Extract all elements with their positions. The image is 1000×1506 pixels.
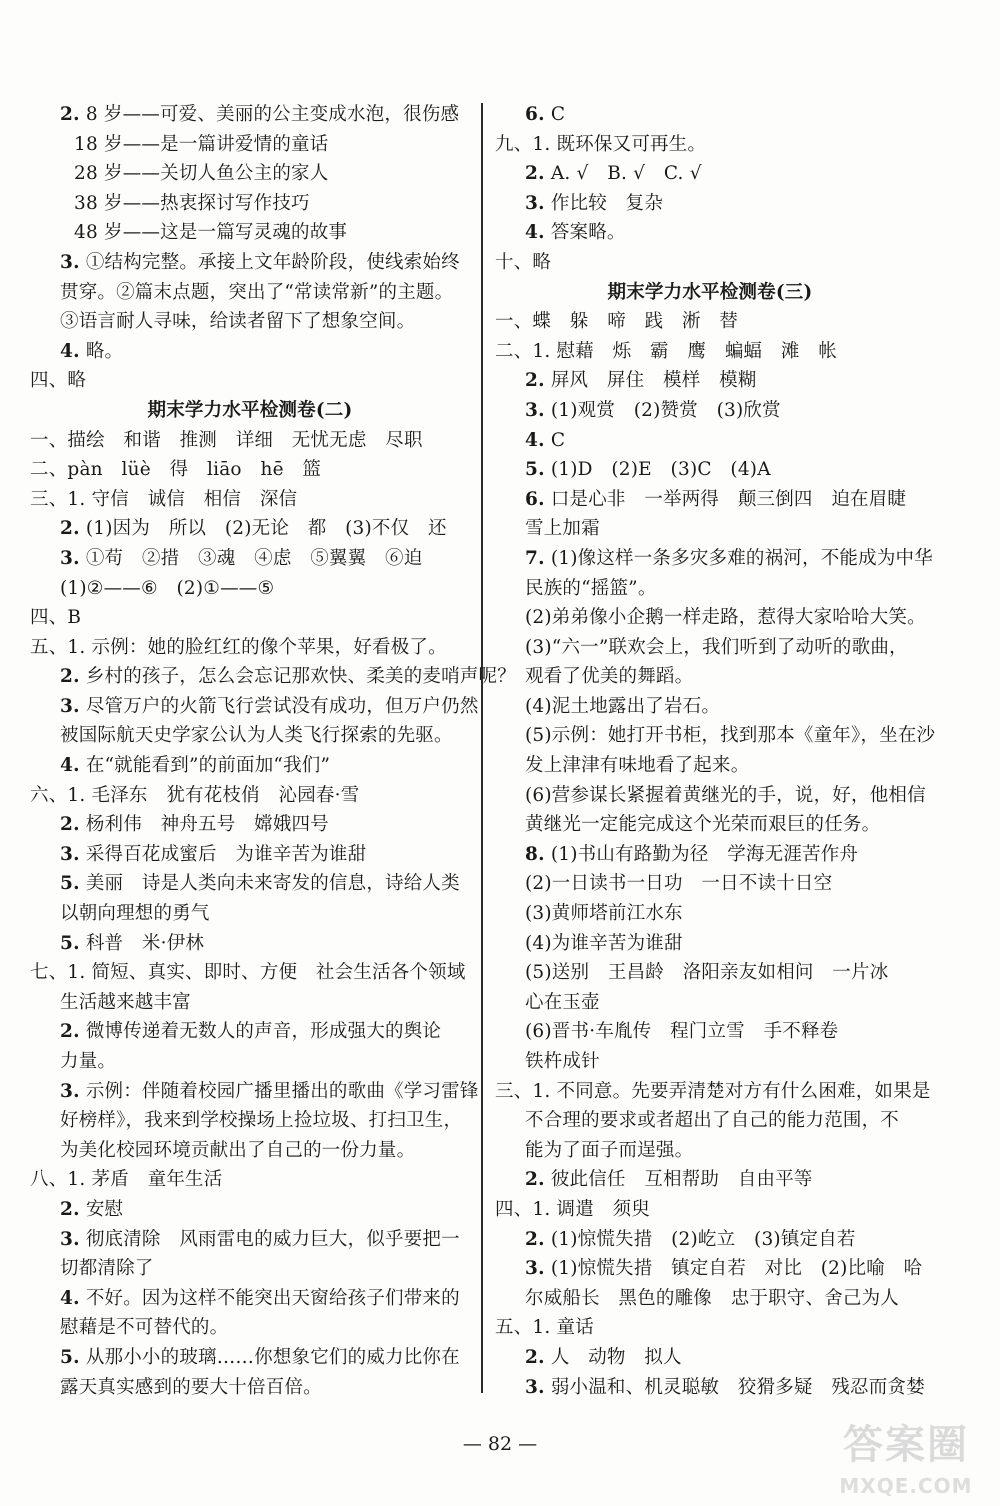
answer-line bbox=[30, 130, 470, 160]
answer-line bbox=[495, 544, 933, 574]
line-text: 能为了面子而逞强。 bbox=[525, 1139, 694, 1161]
line-text: 示例：伴随着校园广播里播出的歌曲《学习雷锋 bbox=[85, 1080, 479, 1102]
item-number: 5. bbox=[60, 932, 80, 954]
line-text: 不合理的要求或者超出了自己的能力范围，不 bbox=[525, 1110, 900, 1132]
line-text: 民族的“摇篮”。 bbox=[525, 577, 657, 599]
answer-line bbox=[495, 337, 925, 367]
item-number: 3. bbox=[60, 251, 80, 273]
answer-line bbox=[30, 1106, 470, 1136]
line-text: 采得百花成蜜后 为谁辛苦为谁甜 bbox=[85, 843, 367, 865]
line-text: 38 岁——热衷探讨写作技巧 bbox=[74, 192, 310, 214]
answer-line bbox=[30, 248, 470, 278]
answer-line bbox=[30, 1254, 470, 1284]
answer-line bbox=[30, 1047, 470, 1077]
answer-line bbox=[495, 1373, 925, 1403]
answer-line bbox=[495, 366, 925, 396]
answer-line bbox=[30, 958, 470, 988]
line-text: 为美化校园环境贡献出了自己的一份力量。 bbox=[60, 1139, 416, 1161]
answer-line bbox=[495, 159, 925, 189]
answer-line bbox=[30, 1165, 470, 1195]
line-text: 力量。 bbox=[60, 1051, 117, 1072]
answer-line bbox=[495, 1165, 925, 1195]
line-text: 人 动物 拟人 bbox=[550, 1346, 682, 1368]
line-text: 美丽 诗是人类向未来寄发的信息，诗给人类 bbox=[85, 873, 460, 895]
answer-line bbox=[495, 1225, 925, 1255]
item-number: 2. bbox=[60, 518, 80, 540]
line-text: 18 岁——是一篇讲爱情的童话 bbox=[74, 133, 329, 155]
answer-line bbox=[30, 100, 470, 130]
answer-line bbox=[30, 485, 470, 515]
item-number: 2. bbox=[525, 163, 545, 185]
line-text: (1)D (2)E (3)C (4)A bbox=[550, 459, 771, 481]
answer-line bbox=[495, 455, 925, 485]
item-number: 3. bbox=[60, 1080, 80, 1102]
line-text: 二、pàn lüè 得 liāo hē 篮 bbox=[30, 459, 322, 481]
line-text: 在“就能看到”的前面加“我们” bbox=[85, 755, 331, 777]
line-text: ①结构完整。承接上文年龄阶段，使线索始终 bbox=[85, 251, 460, 273]
item-number: 6. bbox=[525, 104, 545, 125]
line-text: 四、B bbox=[30, 607, 82, 629]
line-text: (5)送别 王昌龄 洛阳亲友如相问 一片冰 bbox=[525, 962, 889, 984]
line-text: (2)一日读书一日功 一日不读十日空 bbox=[525, 873, 833, 895]
line-text: 二、1. 慰藉 烁 霸 鹰 蝙蝠 滩 帐 bbox=[495, 340, 838, 362]
answer-line bbox=[495, 307, 925, 337]
line-text: (6)晋书·车胤传 程门立雪 手不释卷 bbox=[525, 1021, 839, 1043]
answer-line bbox=[30, 781, 470, 811]
answer-line bbox=[30, 455, 470, 485]
item-number: 3. bbox=[60, 547, 80, 569]
line-text: 彼此信任 互相帮助 自由平等 bbox=[550, 1169, 813, 1191]
line-text: (3)黄师塔前江水东 bbox=[525, 903, 683, 925]
answer-line bbox=[495, 603, 925, 633]
line-text: 弱小温和、机灵聪敏 狡猾多疑 残忍而贪婪 bbox=[550, 1376, 925, 1398]
line-text: 期末学力水平检测卷(三) bbox=[607, 281, 813, 303]
line-text: 心在玉壶 bbox=[525, 991, 600, 1013]
line-text: (1)②——⑥ (2)①——⑤ bbox=[60, 577, 275, 599]
answer-line bbox=[495, 574, 925, 604]
item-number: 2. bbox=[60, 1198, 80, 1220]
item-number: 3. bbox=[525, 192, 545, 214]
item-number: 3. bbox=[525, 1258, 545, 1280]
column-divider bbox=[481, 103, 483, 1393]
answer-line bbox=[30, 662, 516, 692]
line-text: ③语言耐人寻味，给读者留下了想象空间。 bbox=[60, 311, 416, 333]
line-text: 48 岁——这是一篇写灵魂的故事 bbox=[74, 222, 348, 244]
line-text: 尽管万户的火箭飞行尝试没有成功，但万户仍然 bbox=[85, 695, 479, 717]
answer-line bbox=[30, 218, 470, 248]
answer-line bbox=[30, 1313, 470, 1343]
answer-line bbox=[30, 307, 470, 337]
answer-line bbox=[495, 396, 925, 426]
line-text: 彻底清除 风雨雷电的威力巨大，似乎要把一 bbox=[85, 1228, 460, 1250]
answer-line bbox=[495, 781, 925, 811]
line-text: 发上津津有味地看了起来。 bbox=[525, 755, 750, 777]
answer-line bbox=[495, 988, 925, 1018]
answer-line bbox=[495, 958, 925, 988]
answer-line bbox=[30, 1343, 470, 1373]
item-number: 3. bbox=[60, 1228, 80, 1250]
line-text: 四、略 bbox=[30, 370, 87, 392]
line-text: 屏风 屏住 模样 模糊 bbox=[550, 370, 757, 392]
answer-line bbox=[30, 189, 470, 219]
answer-line bbox=[495, 1343, 925, 1373]
answer-line bbox=[495, 1254, 925, 1284]
section-title bbox=[30, 396, 470, 426]
answer-line bbox=[30, 514, 470, 544]
line-text: 七、1. 简短、真实、即时、方便 社会生活各个领域 bbox=[30, 962, 466, 984]
line-text: 贯穿。②篇末点题，突出了“常读常新”的主题。 bbox=[60, 281, 454, 303]
answer-line bbox=[30, 278, 470, 308]
line-text: ①苟 ②措 ③魂 ④虑 ⑤翼翼 ⑥迫 bbox=[85, 547, 423, 569]
item-number: 5. bbox=[60, 1346, 80, 1368]
answer-line bbox=[495, 485, 925, 515]
line-text: (1)因为 所以 (2)无论 都 (3)不仅 还 bbox=[85, 518, 447, 540]
line-text: 一、描绘 和谐 推测 详细 无忧无虑 尽职 bbox=[30, 429, 423, 451]
answer-line bbox=[495, 1284, 925, 1314]
item-number: 4. bbox=[60, 1287, 80, 1309]
answer-line bbox=[30, 810, 470, 840]
line-text: 九、1. 既环保又可再生。 bbox=[495, 133, 707, 155]
line-text: 作比较 复杂 bbox=[550, 192, 664, 214]
item-number: 3. bbox=[525, 399, 545, 421]
right-column bbox=[495, 100, 936, 1402]
line-text: 三、1. 守信 诚信 相信 深信 bbox=[30, 488, 298, 510]
line-text: 三、1. 不同意。先要弄清楚对方有什么困难，如果是 bbox=[495, 1080, 931, 1102]
line-text: 一、蝶 躲 啼 践 淅 替 bbox=[495, 311, 739, 333]
answer-line bbox=[30, 988, 470, 1018]
answer-line bbox=[495, 810, 925, 840]
answer-line bbox=[495, 840, 925, 870]
answer-line bbox=[495, 248, 925, 278]
item-number: 2. bbox=[525, 1169, 545, 1191]
line-text: 观看了优美的舞蹈。 bbox=[525, 666, 694, 688]
item-number: 6. bbox=[525, 488, 545, 510]
answer-line bbox=[30, 574, 470, 604]
answer-line bbox=[30, 869, 470, 899]
answer-line bbox=[495, 1195, 925, 1225]
item-number: 2. bbox=[60, 104, 80, 125]
left-column bbox=[30, 100, 516, 1402]
line-text: 从那小小的玻璃……你想象它们的威力比你在 bbox=[85, 1346, 460, 1368]
answer-line bbox=[495, 721, 936, 751]
line-text: 微博传递着无数人的声音，形成强大的舆论 bbox=[85, 1021, 442, 1043]
answer-line bbox=[30, 1077, 479, 1107]
line-text: 慰藉是不可替代的。 bbox=[60, 1317, 229, 1339]
item-number: 5. bbox=[525, 459, 545, 481]
line-text: 五、1. 示例：她的脸红红的像个苹果，好看极了。 bbox=[30, 636, 447, 658]
answer-line bbox=[30, 366, 470, 396]
item-number: 3. bbox=[525, 1376, 545, 1398]
answer-line bbox=[30, 1195, 470, 1225]
line-text: 杨利伟 神舟五号 嫦娥四号 bbox=[85, 814, 329, 836]
answer-line bbox=[30, 1373, 470, 1403]
answer-line bbox=[495, 899, 925, 929]
line-text: 尔威船长 黑色的雕像 忠于职守、舍己为人 bbox=[525, 1287, 900, 1309]
item-number: 4. bbox=[525, 429, 545, 451]
line-text: (2)弟弟像小企鹅一样走路，惹得大家哈哈大笑。 bbox=[525, 607, 926, 629]
answer-line bbox=[495, 426, 925, 456]
item-number: 7. bbox=[525, 547, 545, 569]
answer-line bbox=[30, 159, 470, 189]
line-text: (1)观赏 (2)赞赏 (3)欣赏 bbox=[550, 399, 781, 421]
line-text: 四、1. 调遣 须臾 bbox=[495, 1198, 651, 1220]
line-text: 以朝向理想的勇气 bbox=[60, 903, 210, 925]
line-text: 口是心非 一举两得 颠三倒四 迫在眉睫 bbox=[550, 488, 907, 510]
line-text: 八、1. 茅盾 童年生活 bbox=[30, 1169, 223, 1191]
line-text: C bbox=[550, 104, 566, 125]
answer-line bbox=[30, 1225, 470, 1255]
answer-line bbox=[495, 130, 925, 160]
line-text: (5)示例：她打开书柜，找到那本《童年》，坐在沙 bbox=[525, 725, 936, 747]
answer-line bbox=[495, 1106, 925, 1136]
line-text: (3)“六一”联欢会上，我们听到了动听的歌曲， bbox=[525, 636, 908, 658]
answer-line bbox=[30, 603, 470, 633]
item-number: 4. bbox=[525, 222, 545, 244]
item-number: 8. bbox=[525, 843, 545, 865]
item-number: 3. bbox=[60, 843, 80, 865]
item-number: 3. bbox=[60, 695, 80, 717]
watermark bbox=[826, 1416, 986, 1498]
answer-line bbox=[30, 337, 470, 367]
answer-line bbox=[495, 751, 925, 781]
answer-line bbox=[30, 1017, 470, 1047]
item-number: 2. bbox=[525, 1346, 545, 1368]
line-text: A. √ B. √ C. √ bbox=[550, 163, 702, 185]
line-text: (1)书山有路勤为径 学海无涯苦作舟 bbox=[550, 843, 859, 865]
answer-line bbox=[30, 721, 470, 751]
line-text: 好榜样》，我来到学校操场上捡垃圾、打扫卫生， bbox=[60, 1110, 463, 1132]
answer-line bbox=[495, 662, 925, 692]
answer-line bbox=[495, 929, 925, 959]
answer-line bbox=[495, 869, 925, 899]
answer-line bbox=[30, 899, 470, 929]
page-number: — 82 — bbox=[462, 1433, 538, 1455]
answer-line bbox=[30, 544, 470, 574]
line-text: 十、略 bbox=[495, 251, 552, 273]
answer-line bbox=[30, 1136, 470, 1166]
answer-line bbox=[495, 1047, 925, 1077]
line-text: (4)为谁辛苦为谁甜 bbox=[525, 932, 683, 954]
line-text: 期末学力水平检测卷(二) bbox=[147, 399, 353, 421]
answer-line bbox=[30, 1284, 470, 1314]
item-number: 2. bbox=[60, 666, 80, 688]
line-text: (1)惊慌失措 镇定自若 对比 (2)比喻 哈 bbox=[550, 1258, 923, 1280]
line-text: (6)营参谋长紧握着黄继光的手，说，好，他相信 bbox=[525, 784, 926, 806]
line-text: (4)泥土地露出了岩石。 bbox=[525, 695, 721, 717]
answer-line bbox=[495, 1077, 931, 1107]
answer-line bbox=[30, 426, 470, 456]
line-text: 六、1. 毛泽东 犹有花枝俏 沁园春·雪 bbox=[30, 784, 360, 806]
line-text: 切都清除了 bbox=[60, 1258, 154, 1280]
line-text: 铁杵成针 bbox=[525, 1051, 600, 1072]
line-text: 科普 米·伊林 bbox=[85, 932, 205, 954]
item-number: 4. bbox=[60, 755, 80, 777]
line-text: 露天真实感到的要大十倍百倍。 bbox=[60, 1376, 322, 1398]
answer-line bbox=[495, 100, 925, 130]
answer-line bbox=[495, 1313, 925, 1343]
item-number: 4. bbox=[60, 340, 80, 362]
line-text: 黄继光一定能完成这个光荣而艰巨的任务。 bbox=[525, 814, 881, 836]
answer-line bbox=[495, 1136, 925, 1166]
line-text: 五、1. 童话 bbox=[495, 1317, 594, 1339]
item-number: 2. bbox=[60, 1021, 80, 1043]
line-text: 略。 bbox=[85, 340, 124, 362]
answer-line bbox=[30, 840, 470, 870]
answer-line bbox=[495, 633, 925, 663]
line-text: 生活越来越丰富 bbox=[60, 991, 191, 1013]
item-number: 2. bbox=[525, 370, 545, 392]
line-text: 8 岁——可爱、美丽的公主变成水泡，很伤感 bbox=[85, 104, 460, 125]
line-text: 答案略。 bbox=[550, 222, 626, 244]
line-text: C bbox=[550, 429, 566, 451]
item-number: 2. bbox=[525, 1228, 545, 1250]
line-text: 安慰 bbox=[85, 1198, 124, 1220]
answer-line bbox=[495, 514, 925, 544]
line-text: (1)惊慌失措 (2)屹立 (3)镇定自若 bbox=[550, 1228, 856, 1250]
answer-line bbox=[495, 218, 925, 248]
line-text: 雪上加霜 bbox=[525, 518, 600, 540]
line-text: 被国际航天史学家公认为人类飞行探索的先驱。 bbox=[60, 725, 453, 747]
line-text: 乡村的孩子，怎么会忘记那欢快、柔美的麦哨声呢？ bbox=[85, 666, 516, 688]
item-number: 5. bbox=[60, 873, 80, 895]
line-text: 不好。因为这样不能突出天窗给孩子们带来的 bbox=[85, 1287, 460, 1309]
watermark-url: MXQE.COM bbox=[839, 1474, 973, 1498]
answer-line bbox=[495, 1017, 925, 1047]
answer-line bbox=[30, 692, 479, 722]
item-number: 2. bbox=[60, 814, 80, 836]
answer-line bbox=[30, 751, 470, 781]
line-text: (1)像这样一条多灾多难的祸河，不能成为中华 bbox=[550, 547, 933, 569]
watermark-logo: 答案圈 bbox=[843, 1422, 969, 1468]
answer-line bbox=[30, 929, 470, 959]
answer-line bbox=[495, 692, 925, 722]
answer-line bbox=[30, 633, 470, 663]
section-title bbox=[495, 278, 925, 308]
line-text: 28 岁——关切人鱼公主的家人 bbox=[74, 163, 329, 185]
answer-line bbox=[495, 189, 925, 219]
